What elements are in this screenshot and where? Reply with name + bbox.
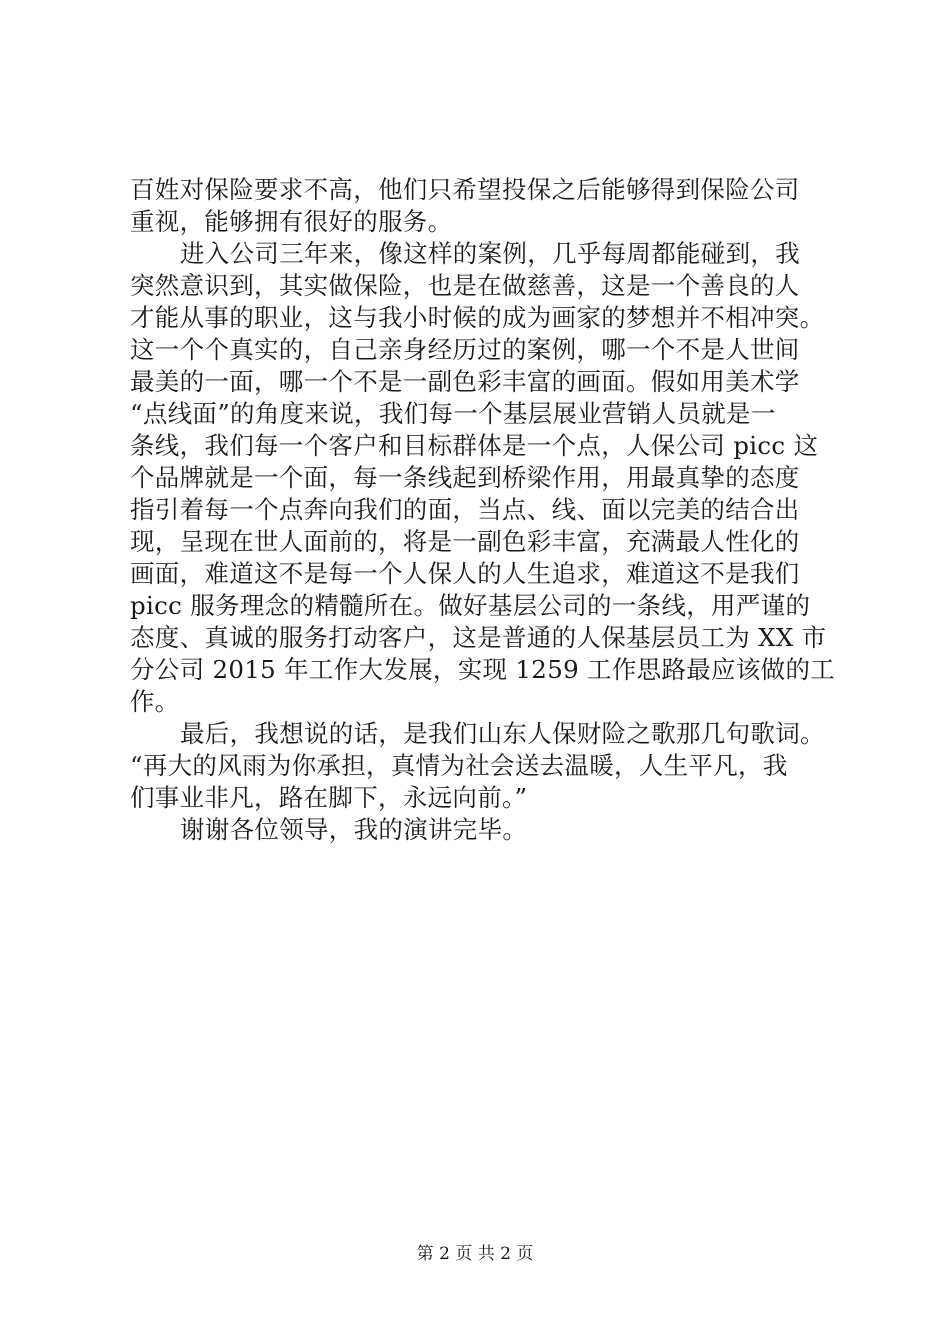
text-line: 分公司 2015 年工作大发展，实现 1259 工作思路最应该做的工 bbox=[130, 655, 836, 684]
text-line: 最美的一面，哪一个不是一副色彩丰富的画面。假如用美术学 bbox=[130, 367, 800, 396]
paragraph-start-line: 最后，我想说的话，是我们山东人保财险之歌那几句歌词。 bbox=[180, 719, 825, 748]
text-line: 这一个个真实的，自己亲身经历过的案例，哪一个不是人世间 bbox=[130, 335, 800, 364]
text-line: 们事业非凡，路在脚下，永远向前。” bbox=[130, 783, 528, 812]
text-line: 百姓对保险要求不高，他们只希望投保之后能够得到保险公司 bbox=[130, 175, 800, 204]
text-line: 指引着每一个点奔向我们的面，当点、线、面以完美的结合出 bbox=[130, 495, 800, 524]
text-line: 画面，难道这不是每一个人保人的人生追求，难道这不是我们 bbox=[130, 559, 800, 588]
text-line: 态度、真诚的服务打动客户，这是普通的人保基层员工为 XX 市 bbox=[130, 623, 827, 652]
text-line: 个品牌就是一个面，每一条线起到桥梁作用，用最真挚的态度 bbox=[130, 463, 800, 492]
document-body bbox=[130, 174, 840, 846]
paragraph-start-line: 谢谢各位领导，我的演讲完毕。 bbox=[180, 815, 528, 844]
paragraph-start-line: 进入公司三年来，像这样的案例，几乎每周都能碰到，我 bbox=[180, 239, 800, 268]
text-line: 条线，我们每一个客户和目标群体是一个点，人保公司 picc 这 bbox=[130, 431, 819, 460]
text-line: “再大的风雨为你承担，真情为社会送去温暖，人生平凡，我 bbox=[130, 751, 788, 780]
text-line: 作。 bbox=[130, 687, 180, 716]
text-line: “点线面”的角度来说，我们每一个基层展业营销人员就是一 bbox=[130, 399, 776, 428]
text-line: 才能从事的职业，这与我小时候的成为画家的梦想并不相冲突。 bbox=[130, 303, 825, 332]
text-line: 突然意识到，其实做保险，也是在做慈善，这是一个善良的人 bbox=[130, 271, 800, 300]
text-line: 现，呈现在世人面前的，将是一副色彩丰富，充满最人性化的 bbox=[130, 527, 800, 556]
page-number-footer: 第 2 页 共 2 页 bbox=[416, 1244, 534, 1264]
text-line: picc 服务理念的精髓所在。做好基层公司的一条线，用严谨的 bbox=[130, 591, 811, 620]
text-line: 重视，能够拥有很好的服务。 bbox=[130, 207, 453, 236]
